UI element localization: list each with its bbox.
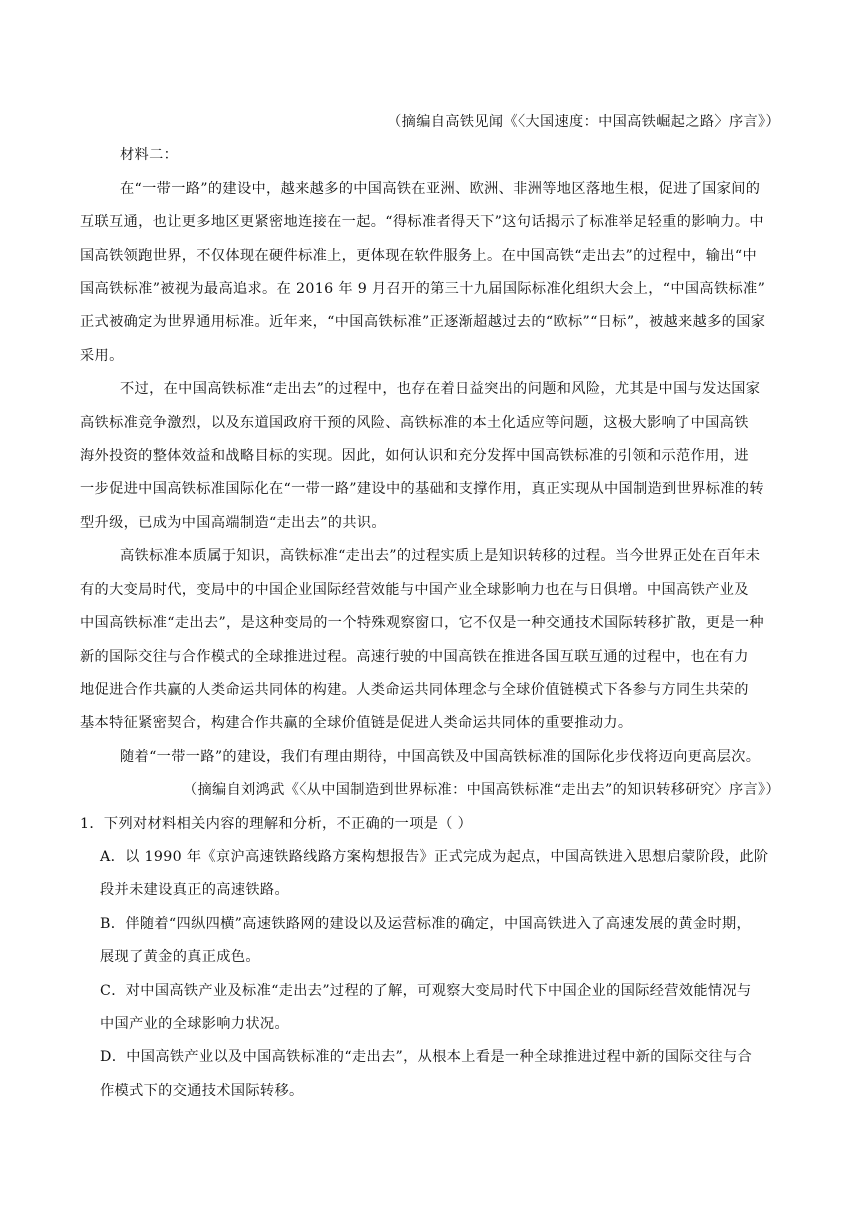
material-2-paragraph-4 [80,741,780,774]
source-citation-1: （摘编自高铁见闻《〈大国速度：中国高铁崛起之路〉序言》） [387,114,780,130]
text-line: 在“一带一路”的建设中，越来越多的中国高铁在亚洲、欧洲、非洲等地区落地生根，促进了国家间的 [120,180,761,197]
option-text: D．中国高铁产业以及中国高铁标准的“走出去”，从根本上看是一种全球推进过程中新的国际交往与合 [100,1049,753,1066]
option-b[interactable] [80,908,780,975]
option-c[interactable] [80,975,780,1042]
option-text: B．伴随着“四纵四横”高速铁路网的建设以及运营标准的确定，中国高铁进入了高速发展的黄金时期， [100,915,752,932]
text-line: 国高铁标准”被视为最高追求。在 2016 年 9 月召开的第三十九届国际标准化组织大会上，“中国高铁标准” [80,281,766,298]
text-line: 正式被确定为世界通用标准。近年来，“中国高铁标准”正逐渐超越过去的“欧标”“日标”，被越来越多的国家 [80,314,766,331]
text-line: 型升级，已成为中国高端制造“走出去”的共识。 [80,514,386,531]
material-2-paragraph-1 [80,173,780,373]
text-line: 海外投资的整体效益和战略目标的实现。因此，如何认识和充分发挥中国高铁标准的引领和示范作用，进 [80,448,749,465]
text-line: 采用。 [80,347,124,364]
source-citation-2: （摘编自刘鸿武《〈从中国制造到世界标准：中国高铁标准“走出去”的知识转移研究〉序言》） [182,782,780,799]
option-text: 作模式下的交通技术国际转移。 [100,1082,304,1099]
option-text: 中国产业的全球影响力状况。 [100,1015,289,1032]
text-line: 有的大变局时代，变局中的中国企业国际经营效能与中国产业全球影响力也在与日俱增。中国高铁产业及 [80,581,749,598]
option-a[interactable] [80,841,780,908]
option-text: A．以 1990 年《京沪高速铁路线路方案构想报告》正式完成为起点，中国高铁进入思想启蒙阶段，此阶 [100,848,769,865]
text-line: 国高铁领跑世界，不仅体现在硬件标准上，更体现在软件服务上。在中国高铁“走出去”的过程中，输出“中 [80,247,757,264]
text-line: 中国高铁标准“走出去”，是这种变局的一个特殊观察窗口，它不仅是一种交通技术国际转移扩散，更是一种 [80,615,764,632]
material-2-paragraph-3 [80,540,780,740]
option-text: 展现了黄金的真正成色。 [100,949,260,966]
document-body [80,106,780,1108]
text-line: 高铁标准本质属于知识，高铁标准“走出去”的过程实质上是知识转移的过程。当今世界正处在百年未 [120,548,761,565]
material-2-paragraph-2 [80,373,780,540]
text-line: 新的国际交往与合作模式的全球推进过程。高速行驶的中国高铁在推进各国互联互通的过程中，也在有力 [80,648,749,665]
question-1 [80,808,780,1109]
material-2-heading: 材料二： [120,147,179,164]
question-stem: 1．下列对材料相关内容的理解和分析，不正确的一项是（ ） [80,815,473,832]
text-line: 随着“一带一路”的建设，我们有理由期待，中国高铁及中国高铁标准的国际化步伐将迈向更高层次。 [120,748,761,765]
option-text: 段并未建设真正的高速铁路。 [100,882,289,899]
text-line: 不过，在中国高铁标准“走出去”的过程中，也存在着日益突出的问题和风险，尤其是中国与发达国家 [120,381,761,398]
text-line: 一步促进中国高铁标准国际化在“一带一路”建设中的基础和支撑作用，真正实现从中国制造到世界标准的转 [80,481,764,498]
option-d[interactable] [80,1041,780,1108]
text-line: 基本特征紧密契合，构建合作共赢的全球价值链是促进人类命运共同体的重要推动力。 [80,715,633,732]
text-line: 地促进合作共赢的人类命运共同体的构建。人类命运共同体理念与全球价值链模式下各参与方同生共荣的 [80,681,749,698]
text-line: 高铁标准竞争激烈，以及东道国政府干预的风险、高铁标准的本土化适应等问题，这极大影响了中国高铁 [80,414,749,431]
option-text: C．对中国高铁产业及标准“走出去”过程的了解，可观察大变局时代下中国企业的国际经营效能情况与 [100,982,752,999]
text-line: 互联互通，也让更多地区更紧密地连接在一起。“得标准者得天下”这句话揭示了标准举足轻重的影响力。中 [80,214,764,231]
